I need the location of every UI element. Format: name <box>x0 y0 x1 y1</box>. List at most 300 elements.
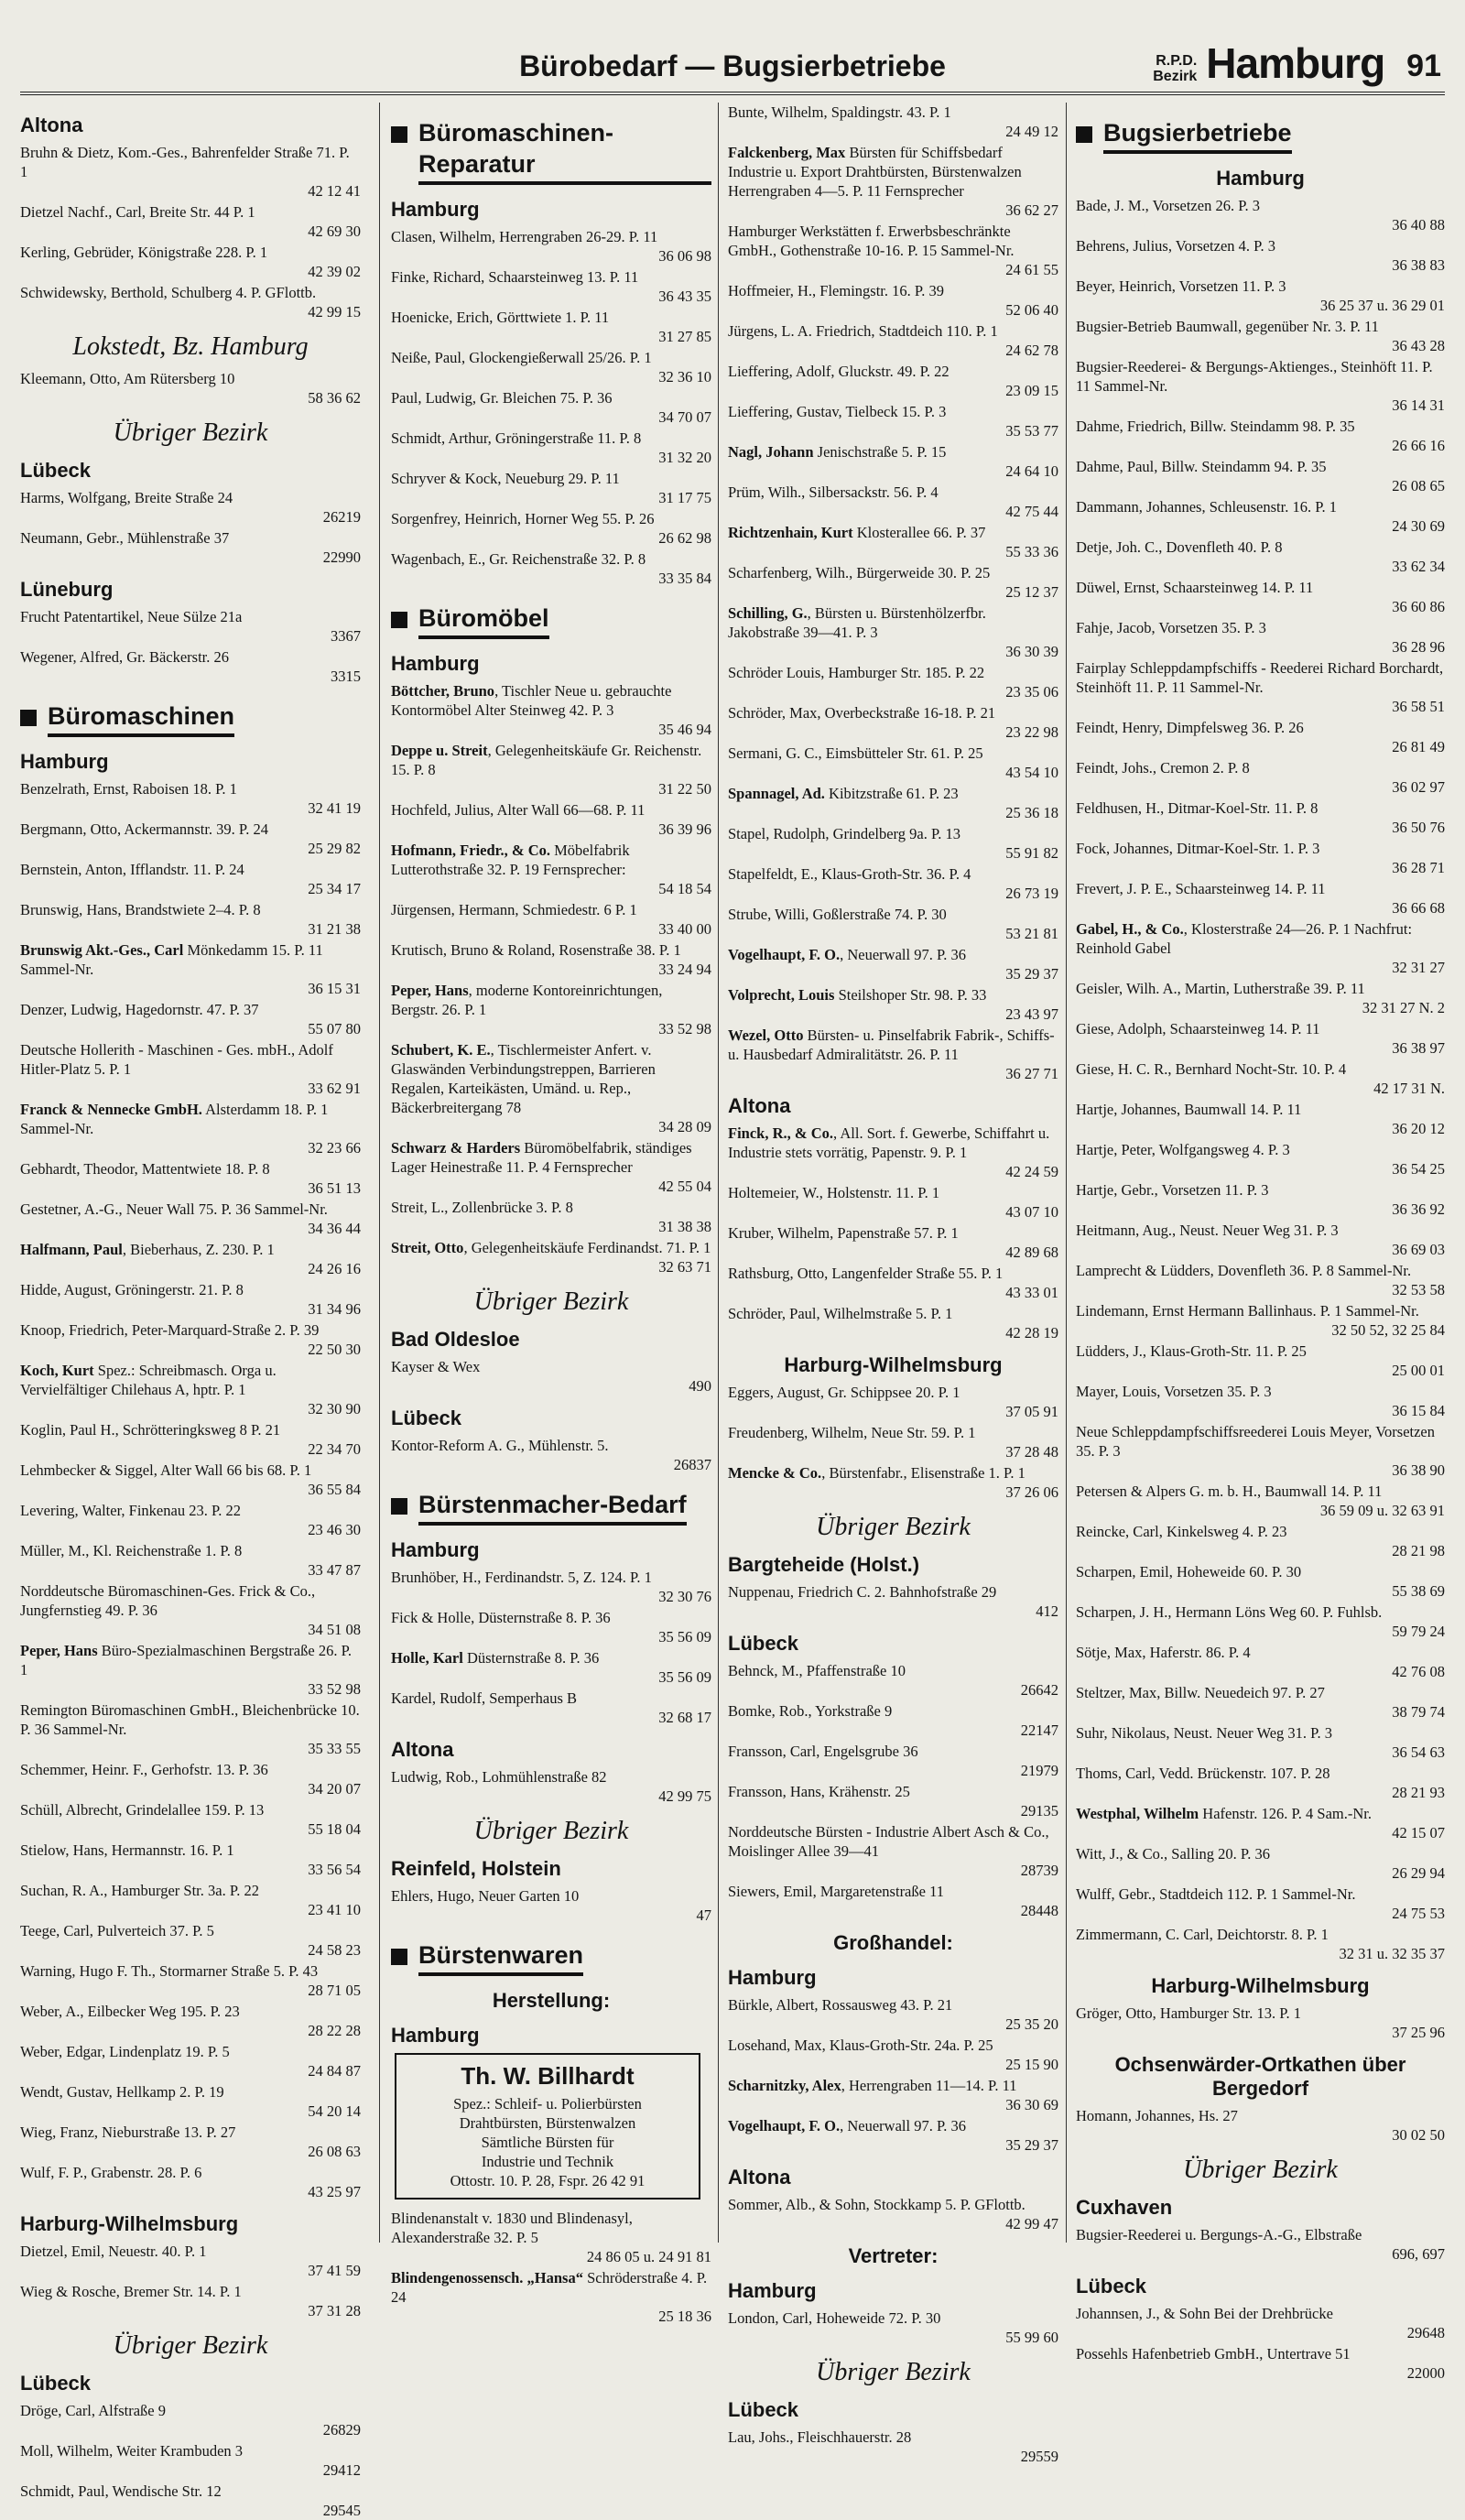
entry-text: Feindt, Henry, Dimpfelsweg 36. P. 26 <box>1076 719 1304 736</box>
region-heading: Übriger Bezirk <box>1183 2156 1338 2184</box>
entry-text: Lau, Johs., Fleischhauerstr. 28 <box>728 2428 912 2446</box>
entry-text: Scharpen, Emil, Hoheweide 60. P. 30 <box>1076 1563 1302 1580</box>
square-bullet-icon <box>391 1949 407 1965</box>
directory-entry <box>728 744 1058 782</box>
phone-number: 30 02 50 <box>1392 2126 1445 2144</box>
directory-entry <box>1076 1100 1445 1138</box>
directory-entry <box>728 563 1058 602</box>
phone-number: 42 17 31 N. <box>1373 1080 1445 1097</box>
phone-number: 36 69 03 <box>1392 1241 1445 1258</box>
entry-text: Gestetner, A.-G., Neuer Wall 75. P. 36 Sammel-Nr. <box>20 1200 328 1218</box>
directory-entry <box>20 860 361 898</box>
square-bullet-icon <box>1076 126 1092 143</box>
running-head <box>20 40 1445 95</box>
entry-text: Heitmann, Aug., Neust. Neuer Weg 31. P. 3 <box>1076 1222 1339 1239</box>
phone-number: 43 54 10 <box>1005 764 1058 781</box>
phone-number: 32 30 90 <box>308 1400 361 1418</box>
phone-number: 36 43 28 <box>1392 337 1445 354</box>
entry-text: Giese, Adolph, Schaarsteinweg 14. P. 11 <box>1076 1020 1320 1037</box>
section-title: Büromöbel <box>418 603 549 639</box>
directory-entry <box>20 1159 361 1198</box>
phone-number: 490 <box>689 1377 711 1395</box>
entry-text: , Gelegenheitskäufe Gr. Reichenstr. 15. P. 8 <box>391 742 702 778</box>
phone-number: 42 75 44 <box>1005 503 1058 520</box>
page-number: 91 <box>1406 49 1441 83</box>
phone-number: 31 22 50 <box>658 780 711 798</box>
entry-text: Hoenicke, Erich, Görttwiete 1. P. 11 <box>391 309 610 326</box>
phone-number: 42 12 41 <box>308 182 361 200</box>
directory-entry <box>1076 758 1445 797</box>
directory-entry <box>1076 658 1445 716</box>
entry-text: Siewers, Emil, Margaretenstraße 11 <box>728 1883 944 1900</box>
subheading: Hamburg <box>391 1538 480 1561</box>
phone-number: 25 15 90 <box>1005 2056 1058 2073</box>
phone-number: 33 52 98 <box>308 1680 361 1698</box>
phone-number: 36 60 86 <box>1392 598 1445 615</box>
directory-entry <box>1076 357 1445 415</box>
entry-list <box>20 779 361 2201</box>
entry-text: Reincke, Carl, Kinkelsweg 4. P. 23 <box>1076 1523 1287 1540</box>
directory-entry <box>1076 578 1445 616</box>
entry-text: Schemmer, Heinr. F., Gerhofstr. 13. P. 36 <box>20 1761 268 1778</box>
entry-name: Vogelhaupt, F. O. <box>728 2117 841 2134</box>
subheading: Altona <box>20 114 83 136</box>
entry-text: Hoffmeier, H., Flemingstr. 16. P. 39 <box>728 282 944 299</box>
phone-number: 3367 <box>331 627 361 645</box>
directory-entry <box>20 2441 361 2480</box>
entry-text: Kleemann, Otto, Am Rütersberg 10 <box>20 370 235 387</box>
columns <box>20 103 1445 2519</box>
entry-list <box>728 1582 1058 1621</box>
directory-entry <box>1076 919 1445 977</box>
entry-text: Levering, Walter, Finkenau 23. P. 22 <box>20 1502 242 1519</box>
subheading: Hamburg <box>391 2024 480 2047</box>
phone-number: 31 17 75 <box>658 489 711 506</box>
entry-text: Kardel, Rudolf, Semperhaus B <box>391 1689 578 1707</box>
directory-entry <box>20 1320 361 1359</box>
subheading: Altona <box>728 1094 791 1117</box>
phone-number: 36 39 96 <box>658 820 711 838</box>
entry-text: Fick & Holle, Düsternstraße 8. P. 36 <box>391 1609 611 1626</box>
directory-entry <box>20 1501 361 1539</box>
directory-entry <box>728 281 1058 320</box>
directory-entry <box>391 1138 711 1196</box>
entry-text: Finke, Richard, Schaarsteinweg 13. P. 11 <box>391 268 639 286</box>
directory-entry <box>1076 1382 1445 1420</box>
entry-text: Bugsier-Reederei- & Bergungs-Aktienges., Steinhöft 11. P. 11 Sammel-Nr. <box>1076 358 1433 395</box>
entry-text: Witt, J., & Co., Salling 20. P. 36 <box>1076 1845 1271 1863</box>
directory-entry <box>20 2082 361 2121</box>
entry-text: Jürgens, L. A. Friedrich, Stadtdeich 110. P. 1 <box>728 322 998 340</box>
entry-text: Nuppenau, Friedrich C. 2. Bahnhofstraße 29 <box>728 1583 997 1601</box>
directory-entry <box>20 607 361 646</box>
phone-number: 42 99 47 <box>1005 2215 1058 2232</box>
directory-entry <box>20 2042 361 2080</box>
entry-text: Thoms, Carl, Vedd. Brückenstr. 107. P. 28 <box>1076 1765 1330 1782</box>
entry-name: Böttcher, Bruno <box>391 682 495 700</box>
directory-entry <box>20 283 361 321</box>
directory-entry <box>1076 618 1445 657</box>
directory-entry <box>728 1183 1058 1222</box>
phone-number: 36 38 97 <box>1392 1039 1445 1057</box>
subheading: Lübeck <box>1076 2275 1147 2297</box>
section-title: Büromaschinen <box>48 701 234 737</box>
phone-number: 36 59 09 u. 32 63 91 <box>1319 1502 1445 1519</box>
phone-number: 25 12 37 <box>1005 583 1058 601</box>
phone-number: 31 32 20 <box>658 449 711 466</box>
directory-entry <box>1076 1885 1445 1923</box>
phone-number: 36 28 71 <box>1392 859 1445 876</box>
directory-entry <box>20 2482 361 2520</box>
directory-entry <box>1076 2304 1445 2342</box>
phone-number: 32 63 71 <box>658 1258 711 1276</box>
directory-entry <box>1076 317 1445 355</box>
entry-text: Schröder, Paul, Wilhelmstraße 5. P. 1 <box>728 1305 953 1322</box>
entry-text: Brunhöber, H., Ferdinandstr. 5, Z. 124. P. 1 <box>391 1569 652 1586</box>
directory-entry <box>20 2282 361 2320</box>
directory-entry <box>391 1198 711 1236</box>
entry-text: , All. Sort. f. Gewerbe, Schiffahrt u. Industrie stets vorrätig, Papenstr. 9. P. 1 <box>728 1124 1050 1161</box>
entry-text: Weber, A., Eilbecker Weg 195. P. 23 <box>20 2003 240 2020</box>
entry-text: Paul, Ludwig, Gr. Bleichen 75. P. 36 <box>391 389 613 407</box>
entry-list <box>391 681 711 1276</box>
entry-text: , Bürstenfabr., Elisenstraße 1. P. 1 <box>821 1464 1026 1482</box>
entry-text: Büro-Spezialmaschinen Bergstraße 26. P. 1 <box>20 1642 353 1678</box>
directory-entry <box>728 985 1058 1024</box>
directory-entry <box>728 1304 1058 1342</box>
entry-text: Prüm, Wilh., Silbersackstr. 56. P. 4 <box>728 483 939 501</box>
entry-text: Müller, M., Kl. Reichenstraße 1. P. 8 <box>20 1542 243 1559</box>
entry-text: Possehls Hafenbetrieb GmbH., Untertrave 51 <box>1076 2345 1351 2362</box>
phone-number: 29412 <box>322 2461 361 2479</box>
entry-text: Clasen, Wilhelm, Herrengraben 26-29. P. 11 <box>391 228 658 245</box>
entry-text: Hafenstr. 126. P. 4 Sam.-Nr. <box>1199 1805 1372 1822</box>
directory-entry <box>1076 979 1445 1017</box>
phone-number: 42 55 04 <box>658 1178 711 1195</box>
phone-number: 32 31 u. 32 35 37 <box>1339 1945 1445 1962</box>
entry-text: Johannsen, J., & Sohn Bei der Drehbrücke <box>1076 2305 1333 2322</box>
directory-entry <box>20 1841 361 1879</box>
entry-list <box>728 1661 1058 1920</box>
phone-number: 24 26 16 <box>308 1260 361 1277</box>
phone-number: 28 21 98 <box>1392 1542 1445 1559</box>
entry-text: Lehmbecker & Siggel, Alter Wall 66 bis 68. P. 1 <box>20 1461 312 1479</box>
phone-number: 36 25 37 u. 36 29 01 <box>1319 297 1445 314</box>
entry-text: Schröder, Max, Overbeckstraße 16-18. P. 21 <box>728 704 996 722</box>
entry-text: Fransson, Carl, Engelsgrube 36 <box>728 1743 918 1760</box>
region-heading: Übriger Bezirk <box>113 2331 268 2360</box>
directory-entry <box>1076 1723 1445 1762</box>
entry-name: Peper, Hans <box>391 982 469 999</box>
entry-name: Blindengenossensch. „Hansa“ <box>391 2269 583 2286</box>
entry-text: Knoop, Friedrich, Peter-Marquard-Straße 2. P. 39 <box>20 1321 320 1339</box>
entry-text: Stielow, Hans, Hermannstr. 16. P. 1 <box>20 1841 234 1859</box>
phone-number: 42 99 15 <box>308 303 361 320</box>
phone-number: 36 38 83 <box>1392 256 1445 274</box>
section-heading <box>391 1939 711 1976</box>
entry-list <box>20 488 361 567</box>
directory-entry <box>20 1760 361 1798</box>
phone-number: 42 89 68 <box>1005 1244 1058 1261</box>
phone-number: 21979 <box>1020 1762 1058 1779</box>
subheading: Ochsenwärder-Ortkathen über Bergedorf <box>1114 2053 1406 2100</box>
subheading: Harburg-Wilhelmsburg <box>1151 1974 1370 1997</box>
directory-entry <box>1076 1643 1445 1681</box>
entry-text: Lieffering, Adolf, Gluckstr. 49. P. 22 <box>728 363 950 380</box>
entry-text: Hartje, Johannes, Baumwall 14. P. 11 <box>1076 1101 1302 1118</box>
region-heading: Übriger Bezirk <box>113 418 268 447</box>
phone-number: 36 62 27 <box>1005 201 1058 219</box>
directory-entry <box>1076 1562 1445 1601</box>
entry-text: Bugsier-Reederei u. Bergungs-A.-G., Elbstraße <box>1076 2226 1362 2243</box>
entry-text: Stapelfeldt, E., Klaus-Groth-Str. 36. P. 4 <box>728 865 971 883</box>
directory-entry <box>728 1026 1058 1083</box>
entry-text: Bade, J. M., Vorsetzen 26. P. 3 <box>1076 197 1261 214</box>
directory-entry <box>728 1264 1058 1302</box>
phone-number: 32 41 19 <box>308 799 361 817</box>
phone-number: 52 06 40 <box>1005 301 1058 319</box>
directory-entry <box>391 1040 711 1136</box>
directory-entry <box>391 741 711 798</box>
directory-entry <box>1076 2225 1445 2264</box>
phone-number: 37 05 91 <box>1005 1403 1058 1420</box>
directory-entry <box>1076 196 1445 234</box>
directory-entry <box>728 784 1058 822</box>
directory-entry <box>391 549 711 588</box>
directory-entry <box>1076 1422 1445 1480</box>
directory-entry <box>1076 2106 1445 2145</box>
entry-text: Koglin, Paul H., Schrötteringksweg 8 P. 21 <box>20 1421 281 1439</box>
phone-number: 24 84 87 <box>308 2062 361 2080</box>
entry-text: Neumann, Gebr., Mühlenstraße 37 <box>20 529 230 547</box>
phone-number: 43 33 01 <box>1005 1284 1058 1301</box>
phone-number: 36 15 31 <box>308 980 361 997</box>
entry-name: Vogelhaupt, F. O. <box>728 946 841 963</box>
entry-text: Dröge, Carl, Alfstraße 9 <box>20 2402 166 2419</box>
directory-entry <box>20 2123 361 2161</box>
entry-list <box>391 1767 711 1806</box>
entry-text: Sötje, Max, Haferstr. 86. P. 4 <box>1076 1644 1251 1661</box>
directory-entry <box>391 1568 711 1606</box>
subheading: Altona <box>728 2166 791 2189</box>
entry-text: Wulff, Gebr., Stadtdeich 112. P. 1 Sammel-Nr. <box>1076 1885 1356 1903</box>
directory-entry <box>391 1357 711 1396</box>
directory-entry <box>728 442 1058 481</box>
directory-entry <box>1076 1844 1445 1883</box>
entry-text: Suchan, R. A., Hamburger Str. 3a. P. 22 <box>20 1882 259 1899</box>
phone-number: 37 41 59 <box>308 2262 361 2279</box>
directory-entry <box>20 2401 361 2439</box>
entry-text: Geisler, Wilh. A., Martin, Lutherstraße 39. P. 11 <box>1076 980 1365 997</box>
phone-number: 22 34 70 <box>308 1440 361 1458</box>
phone-number: 42 69 30 <box>308 223 361 240</box>
entry-text: Frevert, J. P. E., Schaarsteinweg 14. P. 11 <box>1076 880 1326 897</box>
entry-name: Scharnitzky, Alex <box>728 2077 841 2094</box>
directory-entry <box>391 227 711 266</box>
subheading: Hamburg <box>728 2279 817 2302</box>
directory-entry <box>20 243 361 281</box>
directory-entry <box>391 1238 711 1276</box>
section-title: Bugsierbetriebe <box>1103 117 1292 154</box>
ad-company-name: Th. W. Billhardt <box>461 2062 635 2090</box>
section-heading <box>391 117 711 185</box>
directory-entry <box>728 321 1058 360</box>
subheading: Cuxhaven <box>1076 2196 1173 2219</box>
phone-number: 36 02 97 <box>1392 778 1445 796</box>
phone-number: 28 22 28 <box>308 2022 361 2039</box>
phone-number: 55 07 80 <box>308 1020 361 1037</box>
subheading: Harburg-Wilhelmsburg <box>784 1353 1003 1376</box>
phone-number: 36 36 92 <box>1392 1200 1445 1218</box>
advertisement-box <box>395 2053 700 2200</box>
phone-number: 36 66 68 <box>1392 899 1445 917</box>
region-heading: Übriger Bezirk <box>473 1817 629 1845</box>
entry-text: Feldhusen, H., Ditmar-Koel-Str. 11. P. 8 <box>1076 799 1318 817</box>
entry-text: Feindt, Johs., Cremon 2. P. 8 <box>1076 759 1250 777</box>
phone-number: 37 25 96 <box>1392 2024 1445 2041</box>
entry-text: Fock, Johannes, Ditmar-Koel-Str. 1. P. 3 <box>1076 840 1320 857</box>
section-title: Bürstenmacher-Bedarf <box>418 1489 687 1526</box>
entry-text: Suhr, Nikolaus, Neust. Neuer Weg 31. P. 3 <box>1076 1724 1333 1742</box>
directory-entry <box>1076 1683 1445 1722</box>
phone-number: 23 43 97 <box>1005 1005 1058 1023</box>
phone-number: 412 <box>1036 1602 1058 1620</box>
phone-number: 26 81 49 <box>1392 738 1445 755</box>
directory-entry <box>20 1700 361 1758</box>
entry-text: Dammann, Johannes, Schleusenstr. 16. P. 1 <box>1076 498 1338 516</box>
phone-number: 23 46 30 <box>308 1521 361 1538</box>
directory-entry <box>1076 1180 1445 1219</box>
entry-text: Warning, Hugo F. Th., Stormarner Straße 5. P. 43 <box>20 1962 319 1980</box>
entry-text: Schröder Louis, Hamburger Str. 185. P. 22 <box>728 664 985 681</box>
entry-name: Schilling, G. <box>728 604 808 622</box>
phone-number: 35 33 55 <box>308 1740 361 1757</box>
entry-text: Bomke, Rob., Yorkstraße 9 <box>728 1702 893 1720</box>
entry-name: Westphal, Wilhelm <box>1076 1805 1199 1822</box>
phone-number: 26 08 65 <box>1392 477 1445 494</box>
square-bullet-icon <box>391 612 407 628</box>
directory-entry <box>391 308 711 346</box>
directory-entry <box>391 1608 711 1646</box>
column-3 <box>718 103 1058 2465</box>
phone-number: 35 29 37 <box>1005 2136 1058 2154</box>
entry-name: Gabel, H., & Co. <box>1076 920 1184 938</box>
phone-number: 35 56 09 <box>658 1628 711 1646</box>
entry-name: Deppe u. Streit <box>391 742 488 759</box>
entry-text: , Klosterstraße 24—26. P. 1 Nachfrut: Reinhold Gabel <box>1076 920 1413 957</box>
entry-text: Behrens, Julius, Vorsetzen 4. P. 3 <box>1076 237 1276 255</box>
phone-number: 32 30 76 <box>658 1588 711 1605</box>
section-heading <box>391 603 711 639</box>
directory-entry <box>20 1000 361 1038</box>
phone-number: 36 40 88 <box>1392 216 1445 234</box>
entry-name: Richtzenhain, Kurt <box>728 524 853 541</box>
subheading: Bad Oldesloe <box>391 1328 520 1351</box>
entry-text: Scharpen, J. H., Hermann Löns Weg 60. P. Fuhlsb. <box>1076 1603 1383 1621</box>
entry-text: Giese, H. C. R., Bernhard Nocht-Str. 10. P. 4 <box>1076 1060 1347 1078</box>
entry-text: Zimmermann, C. Carl, Deichtorstr. 8. P. 1 <box>1076 1926 1329 1943</box>
phone-number: 29545 <box>322 2502 361 2519</box>
phone-number: 53 21 81 <box>1005 925 1058 942</box>
directory-entry <box>728 1582 1058 1621</box>
entry-text: Klosterallee 66. P. 37 <box>852 524 986 541</box>
subheading: Hamburg <box>391 652 480 675</box>
phone-number: 33 62 91 <box>308 1080 361 1097</box>
entry-text: , Bieberhaus, Z. 230. P. 1 <box>122 1241 275 1258</box>
entry-text: Harms, Wolfgang, Breite Straße 24 <box>20 489 233 506</box>
directory-entry <box>391 1886 711 1925</box>
phone-number: 24 30 69 <box>1392 517 1445 535</box>
directory-entry <box>1076 879 1445 918</box>
directory-entry <box>728 603 1058 661</box>
directory-entry <box>1076 1602 1445 1641</box>
entry-text: Ludwig, Rob., Lohmühlenstraße 82 <box>391 1768 607 1786</box>
section-heading <box>391 1489 711 1526</box>
entry-text: Fahje, Jacob, Vorsetzen 35. P. 3 <box>1076 619 1266 636</box>
directory-entry <box>1076 1140 1445 1179</box>
entry-text: Mayer, Louis, Vorsetzen 35. P. 3 <box>1076 1383 1272 1400</box>
entry-text: Mönkedamm 15. P. 11 Sammel-Nr. <box>20 941 323 978</box>
phone-number: 25 34 17 <box>308 880 361 897</box>
phone-number: 31 38 38 <box>658 1218 711 1235</box>
directory-entry <box>20 488 361 527</box>
entry-text: Dahme, Paul, Billw. Steindamm 94. P. 35 <box>1076 458 1327 475</box>
entry-list <box>391 227 711 588</box>
entry-text: , Bürsten u. Bürstenhölzerfbr. Jakobstraße 39—41. P. 3 <box>728 604 986 641</box>
phone-number: 55 99 60 <box>1005 2329 1058 2346</box>
directory-entry <box>1076 2004 1445 2042</box>
entry-text: Krutisch, Bruno & Roland, Rosenstraße 38. P. 1 <box>391 941 681 959</box>
subheading: Lübeck <box>20 2372 92 2395</box>
square-bullet-icon <box>391 1498 407 1515</box>
directory-entry <box>391 900 711 939</box>
entry-text: Remington Büromaschinen GmbH., Bleichenbrücke 10. P. 36 Sammel-Nr. <box>20 1701 360 1738</box>
entry-list <box>391 1436 711 1474</box>
subheading: Hamburg <box>1216 167 1305 190</box>
phone-number: 42 39 02 <box>308 263 361 280</box>
phone-number: 36 58 51 <box>1392 698 1445 715</box>
entry-text: Schüll, Albrecht, Grindelallee 159. P. 13 <box>20 1801 265 1819</box>
directory-entry <box>1076 1764 1445 1802</box>
directory-entry <box>391 429 711 467</box>
directory-entry <box>1076 1261 1445 1299</box>
subheading: Hamburg <box>391 198 480 221</box>
directory-entry <box>728 703 1058 742</box>
phone-number: 24 49 12 <box>1005 123 1058 140</box>
phone-number: 58 36 62 <box>308 389 361 407</box>
phone-number: 36 30 39 <box>1005 643 1058 660</box>
directory-entry <box>1076 1019 1445 1058</box>
directory-entry <box>728 2428 1058 2466</box>
entry-text: Lieffering, Gustav, Tielbeck 15. P. 3 <box>728 403 947 420</box>
phone-number: 34 51 08 <box>308 1621 361 1638</box>
entry-text: Petersen & Alpers G. m. b. H., Baumwall 14. P. 11 <box>1076 1483 1383 1500</box>
directory-entry <box>391 2268 711 2326</box>
phone-number: 34 28 09 <box>658 1118 711 1135</box>
entry-text: Holtemeier, W., Holstenstr. 11. P. 1 <box>728 1184 940 1201</box>
directory-entry <box>1076 1925 1445 1963</box>
directory-entry <box>728 143 1058 220</box>
directory-entry <box>20 1541 361 1580</box>
entry-list <box>20 369 361 407</box>
directory-entry <box>1076 839 1445 877</box>
phone-number: 25 29 82 <box>308 840 361 857</box>
directory-entry <box>391 681 711 739</box>
square-bullet-icon <box>20 710 37 726</box>
directory-entry <box>20 528 361 567</box>
directory-entry <box>20 1240 361 1278</box>
entry-name: Mencke & Co. <box>728 1464 822 1482</box>
